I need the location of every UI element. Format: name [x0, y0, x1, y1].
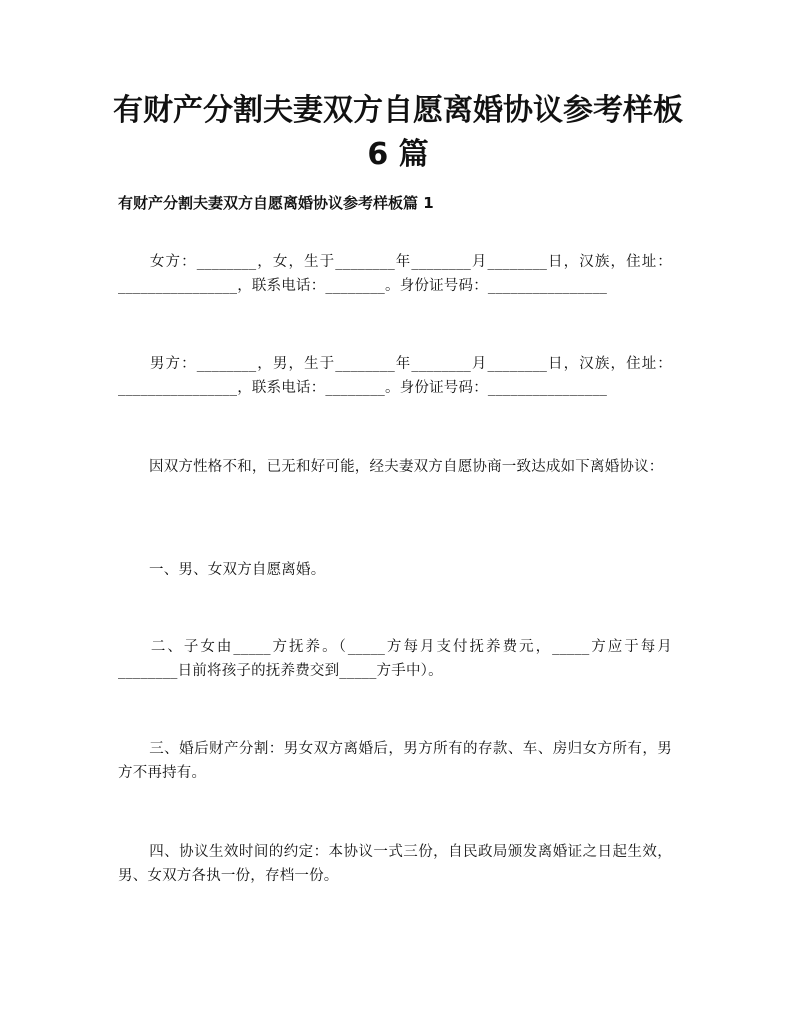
paragraph-text: 因双方性格不和，已无和好可能，经夫妻双方自愿协商一致达成如下离婚协议： [149, 459, 664, 475]
paragraph-clause-4 [118, 840, 672, 888]
paragraph-text: 男方：________，男，生于________年________月________日，汉族，住址：________________，联系电话：________。身份证号码：________________ [118, 356, 672, 396]
paragraph-text: 四、协议生效时间的约定：本协议一式三份，自民政局颁发离婚证之日起生效，男、女双方各执一份，存档一份。 [118, 844, 672, 884]
paragraph-text: 二、子女由_____方抚养。（_____方每月支付抚养费元，_____方应于每月________日前将孩子的抚养费交到_____方手中）。 [118, 639, 672, 679]
paragraph-text: 一、男、女双方自愿离婚。 [149, 562, 326, 578]
paragraph-male-party [118, 352, 672, 400]
paragraph-female-party [118, 250, 672, 298]
paragraph-text: 女方：________，女，生于________年________月________日，汉族，住址：________________，联系电话：________。身份证号码：________________ [118, 254, 672, 294]
paragraph-clause-1 [118, 558, 672, 582]
paragraph-agreement-intro [118, 455, 672, 479]
document-title-line-2: 6 篇 [367, 137, 429, 172]
paragraph-clause-2 [118, 635, 672, 683]
paragraph-clause-3 [118, 737, 672, 785]
section-heading: 有财产分割夫妻双方自愿离婚协议参考样板篇 1 [118, 194, 434, 212]
document-title-line-1: 有财产分割夫妻双方自愿离婚协议参考样板 [113, 93, 683, 128]
paragraph-text: 三、婚后财产分割：男女双方离婚后，男方所有的存款、车、房归女方所有，男方不再持有。 [118, 741, 672, 781]
